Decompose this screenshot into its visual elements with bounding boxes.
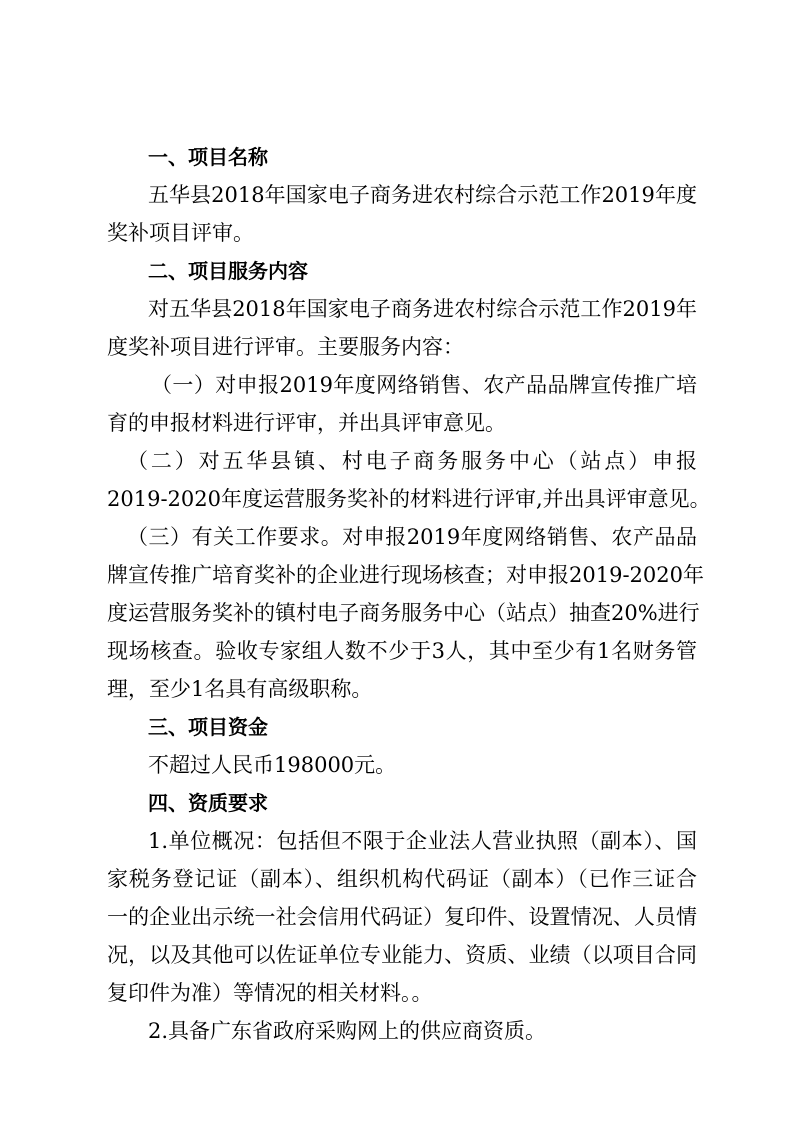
paragraph-line: 对五华县2018年国家电子商务进农村综合示范工作2019年	[148, 297, 697, 321]
document-body	[107, 138, 711, 1050]
list-item-line: 理，至少1名具有高级职称。	[107, 677, 373, 701]
list-item-line: 牌宣传推广培育奖补的企业进行现场核查；对申报2019-2020年	[107, 563, 704, 587]
list-item-line: 复印件为准）等情况的相关材料。。	[107, 981, 433, 1005]
section-heading-service-content: 二、项目服务内容	[148, 259, 308, 283]
paragraph-line: 五华县2018年国家电子商务进农村综合示范工作2019年度	[148, 183, 697, 207]
section-heading-qualifications: 四、资质要求	[148, 791, 268, 815]
list-item-line: 1.单位概况：包括但不限于企业法人营业执照（副本）、国	[148, 829, 697, 853]
list-item-line: （三）有关工作要求。对申报2019年度网络销售、农产品品	[127, 525, 697, 549]
list-item-line: 一的企业出示统一社会信用代码证）复印件、设置情况、人员情	[107, 905, 697, 929]
list-item-line: 度运营服务奖补的镇村电子商务服务中心（站点）抽查20%进行	[107, 601, 700, 625]
list-item-line: 2019-2020年度运营服务奖补的材料进行评审,并出具评审意见。	[107, 487, 711, 511]
paragraph-line: 度奖补项目进行评审。主要服务内容：	[107, 335, 464, 359]
paragraph-line: 奖补项目评审。	[107, 221, 254, 245]
section-heading-project-name: 一、项目名称	[148, 145, 268, 169]
list-item-line: （一）对申报2019年度网络销售、农产品品牌宣传推广培	[151, 373, 697, 397]
list-item-line: 2.具备广东省政府采购网上的供应商资质。	[148, 1019, 547, 1043]
list-item-line: （二）对五华县镇、村电子商务服务中心（站点）申报	[127, 449, 697, 473]
list-item-line: 现场核查。验收专家组人数不少于3人，其中至少有1名财务管	[107, 639, 697, 663]
list-item-line: 家税务登记证（副本）、组织机构代码证（副本）（已作三证合	[107, 867, 697, 891]
list-item-line: 育的申报材料进行评审，并出具评审意见。	[107, 411, 506, 435]
paragraph-line: 不超过人民币198000元。	[148, 753, 397, 777]
list-item-line: 况，以及其他可以佐证单位专业能力、资质、业绩（以项目合同	[107, 943, 697, 967]
section-heading-project-funds: 三、项目资金	[148, 715, 268, 739]
